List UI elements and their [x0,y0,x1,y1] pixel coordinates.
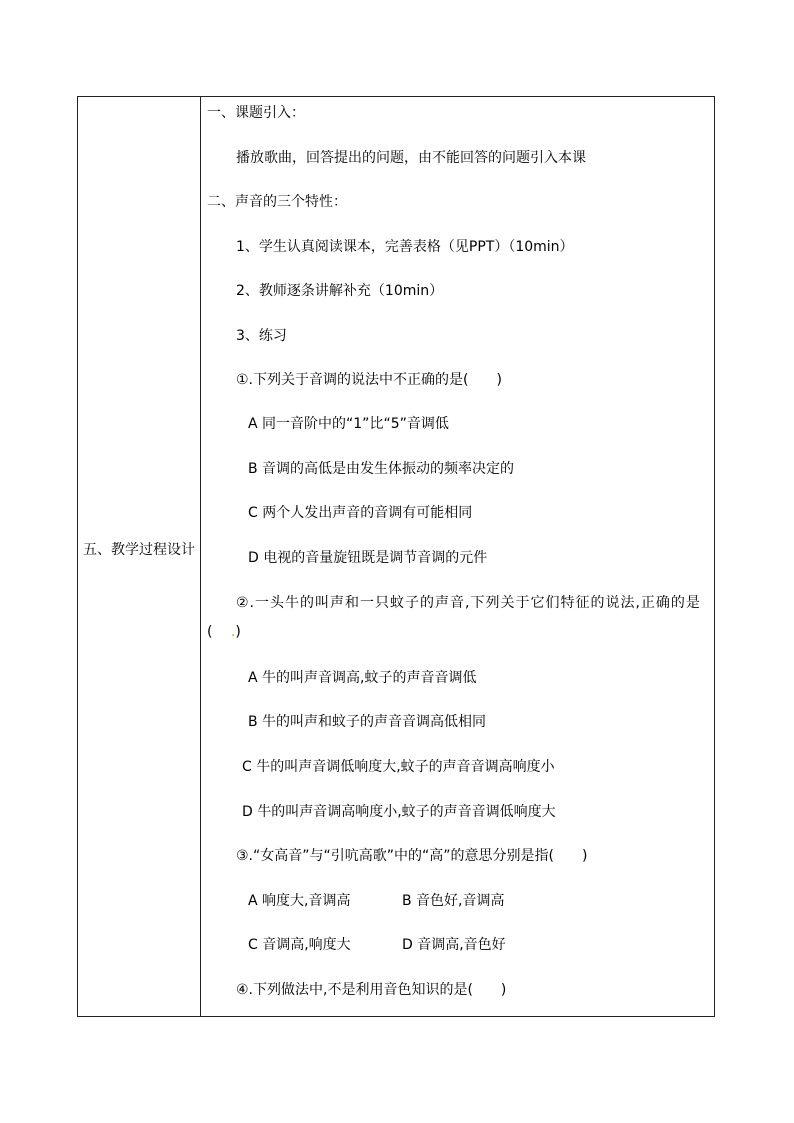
question-3-option-b: B 音色好,音调高 [402,893,505,909]
question-2-option-a: A 牛的叫声音调高,蚊子的声音音调低 [248,670,477,686]
question-1-option-a: A 同一音阶中的“1”比“5”音调低 [248,416,449,432]
question-3-option-a: A 响度大,音调高 [248,893,351,909]
section-label: 五、教学过程设计 [83,542,195,558]
question-3-option-d: D 音调高,音色好 [402,937,506,953]
question-3-option-c: C 音调高,响度大 [248,937,351,953]
question-1-option-b: B 音调的高低是由发生体振动的频率决定的 [248,461,515,477]
column-divider [200,96,201,1017]
question-2-stem: ②.一头牛的叫声和一只蚊子的声音,下列关于它们特征的说法,正确的是 [236,595,701,611]
question-1-option-d: D 电视的音量旋钮既是调节音调的元件 [248,550,488,566]
question-2-option-c: C 牛的叫声音调低响度大,蚊子的声音音调高响度小 [242,759,555,775]
step-2: 2、教师逐条讲解补充（10min） [236,283,444,299]
question-2-option-d: D 牛的叫声音调高响度小,蚊子的声音音调低响度大 [242,804,556,820]
blank-close: ) [235,624,241,640]
features-heading: 二、声音的三个特性： [207,194,347,210]
question-2-option-b: B 牛的叫声和蚊子的声音音调高低相同 [248,714,487,730]
step-3: 3、练习 [236,328,287,344]
question-1-option-c: C 两个人发出声音的音调有可能相同 [248,505,473,521]
intro-heading: 一、课题引入： [207,105,305,121]
step-1: 1、学生认真阅读课本，完善表格（见PPT）（10min） [236,239,574,255]
blank-open: ( [207,624,231,640]
question-2-answer-blank [207,622,241,642]
question-3-stem: ③.“女高音”与“引吭高歌”中的“高”的意思分别是指( ) [236,848,588,864]
question-4-stem: ④.下列做法中,不是利用音色知识的是( ) [236,982,507,998]
intro-text: 播放歌曲，回答提出的问题，由不能回答的问题引入本课 [236,150,586,166]
question-1-stem: ①.下列关于音调的说法中不正确的是( ) [236,372,502,388]
blank-mark: . [230,624,236,640]
